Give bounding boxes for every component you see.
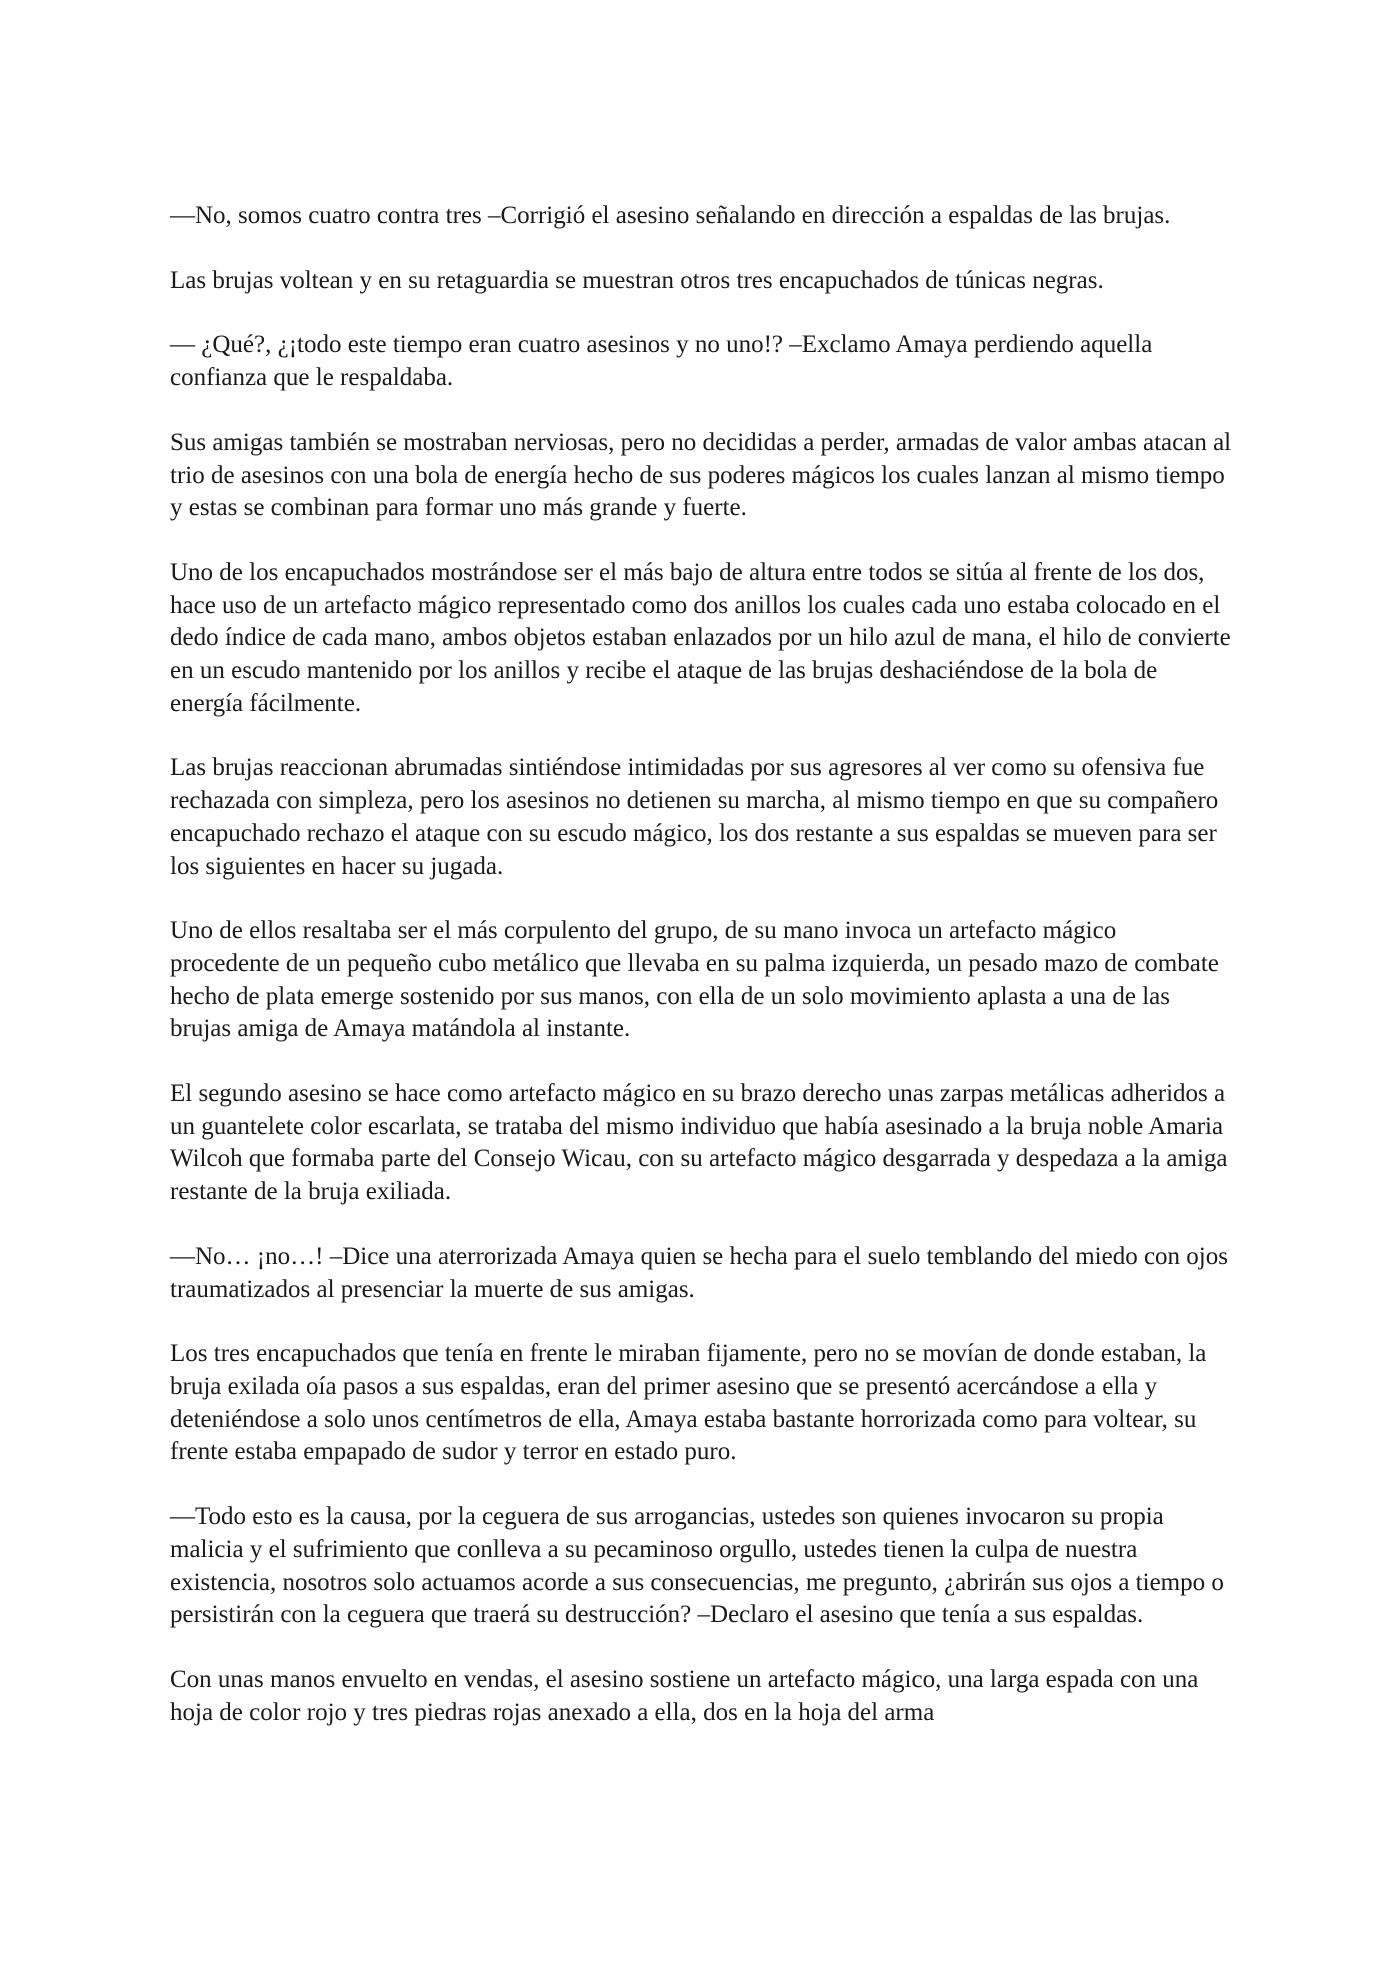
- paragraph: Los tres encapuchados que tenía en frente le miraban fijamente, pero no se movían de donde estaban, la bruja exilada oía pasos a sus espaldas, eran del primer asesino que se presentó acercándose a ella y deteniéndose a solo unos centímetros de ella, Amaya estaba bastante horrorizada como para voltear, su frente estaba empapado de sudor y terror en estado puro.: [170, 1340, 1207, 1466]
- paragraph: Uno de ellos resaltaba ser el más corpulento del grupo, de su mano invoca un artefacto mágico procedente de un pequeño cubo metálico que llevaba en su palma izquierda, un pesado mazo de combate hecho de plata emerge sostenido por sus manos, con ella de un solo movimiento aplasta a una de las brujas amiga de Amaya matándola al instante.: [170, 917, 1219, 1043]
- document-body: [170, 200, 1232, 1761]
- paragraph: —Todo esto es la causa, por la ceguera de sus arrogancias, ustedes son quienes invocaron su propia malicia y el sufrimiento que conlleva a su pecaminoso orgullo, ustedes tienen la culpa de nuestra existencia, nosotros solo actuamos acorde a sus consecuencias, me pregunto, ¿abrirán sus ojos a tiempo o persistirán con la ceguera que traerá su destrucción? –Declaro el asesino que tenía a sus espaldas.: [170, 1503, 1224, 1629]
- paragraph: — ¿Qué?, ¿¡todo este tiempo eran cuatro asesinos y no uno!? –Exclamo Amaya perdiendo aquella confianza que le respaldaba.: [170, 331, 1153, 392]
- paragraph: Las brujas reaccionan abrumadas sintiéndose intimidadas por sus agresores al ver como su ofensiva fue rechazada con simpleza, pero los asesinos no detienen su marcha, al mismo tiempo en que su compañero encapuchado rechazo el ataque con su escudo mágico, los dos restante a sus espaldas se mueven para ser los siguientes en hacer su jugada.: [170, 754, 1219, 880]
- paragraph: Sus amigas también se mostraban nerviosas, pero no decididas a perder, armadas de valor ambas atacan al trio de asesinos con una bola de energía hecho de sus poderes mágicos los cuales lanzan al mismo tiempo y estas se combinan para formar uno más grande y fuerte.: [170, 428, 1232, 522]
- paragraph: Con unas manos envuelto en vendas, el asesino sostiene un artefacto mágico, una larga espada con una hoja de color rojo y tres piedras rojas anexado a ella, dos en la hoja del arma: [170, 1665, 1199, 1726]
- paragraph: —No, somos cuatro contra tres –Corrigió el asesino señalando en dirección a espaldas de las brujas.: [170, 202, 1171, 229]
- paragraph: Uno de los encapuchados mostrándose ser el más bajo de altura entre todos se sitúa al frente de los dos, hace uso de un artefacto mágico representado como dos anillos los cuales cada uno estaba colocado en el dedo índice de cada mano, ambos objetos estaban enlazados por un hilo azul de mana, el hilo de convierte en un escudo mantenido por los anillos y recibe el ataque de las brujas deshaciéndose de la bola de energía fácilmente.: [170, 558, 1231, 717]
- paragraph: Las brujas voltean y en su retaguardia se muestran otros tres encapuchados de túnicas negras.: [170, 266, 1104, 294]
- paragraph: —No… ¡no…! –Dice una aterrorizada Amaya quien se hecha para el suelo temblando del miedo con ojos traumatizados al presenciar la muerte de sus amigas.: [170, 1242, 1228, 1303]
- paragraph: El segundo asesino se hace como artefacto mágico en su brazo derecho unas zarpas metálicas adheridos a un guantelete color escarlata, se trataba del mismo individuo que había asesinado a la bruja noble Amaria Wilcoh que formaba parte del Consejo Wicau, con su artefacto mágico desgarrada y despedaza a la amiga restante de la bruja exiliada.: [170, 1080, 1228, 1206]
